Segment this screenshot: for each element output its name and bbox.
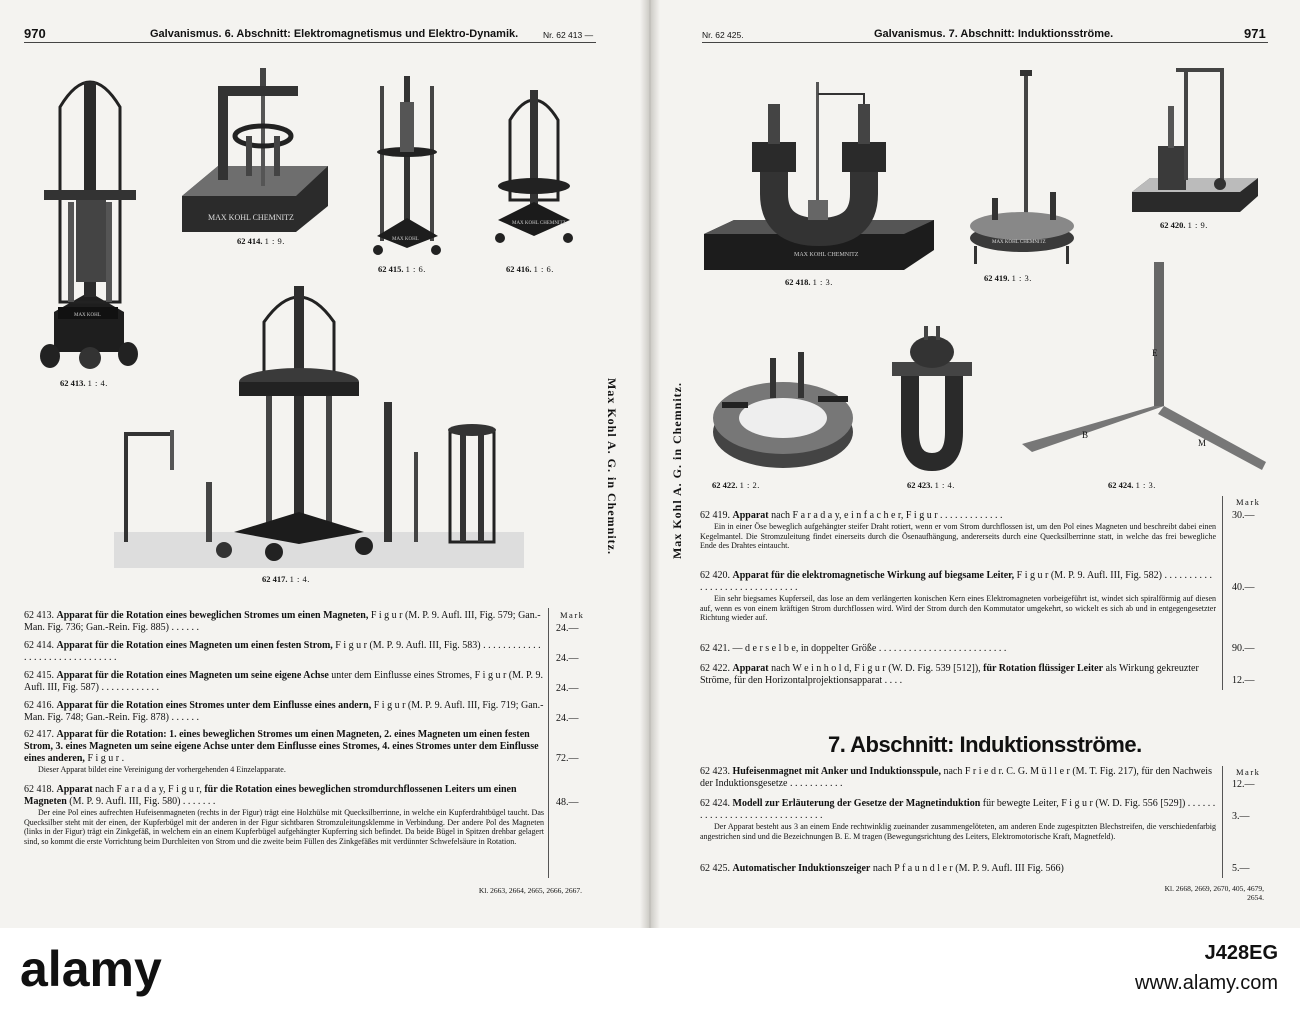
entry-62425: 62 425. Automatischer Induktionszeiger nach P f a u n d l e r (M. P. 9. Aufl. III Fig. 566) (700, 863, 1064, 874)
price-62423: 12.— (1232, 779, 1255, 790)
figure-label-62413: 62 413. 1 : 4. (60, 378, 108, 388)
engraving-413: MAX KOHL (74, 313, 101, 318)
figure-label-62415: 62 415. 1 : 6. (378, 264, 426, 274)
header-rule (24, 42, 596, 43)
entry-62416: 62 416. Apparat für die Rotation eines Stromes unter dem Einflusse eines andern, F i g u r (M. P. 9. Aufl. III, Fig. 719; Gan.-Man. Fig. 748; Gan.-Rein. Fig. 878) . . . . . . (24, 700, 544, 723)
spine-imprint-left: Max Kohl A. G. in Chemnitz. (605, 378, 619, 556)
price-62415: 24.— (556, 683, 579, 694)
right-page-number: 971 (1244, 26, 1266, 41)
kl-references-left: Kl. 2663, 2664, 2665, 2666, 2667. (478, 886, 582, 895)
entry-62421: 62 421. — d e r s e l b e, in doppelter Größe . . . . . . . . . . . . . . . . . . . . . . . . . . (700, 643, 1007, 654)
figure-label-62417: 62 417. 1 : 4. (262, 574, 310, 584)
section-title: 7. Abschnitt: Induktionsströme. (828, 732, 1142, 757)
mark-label-left: Mark (560, 610, 585, 620)
entry-62423: 62 423. Hufeisenmagnet mit Anker und Induktionsspule, nach F r i e d r. C. G. M ü l l e r (M. T. Fig. 217), für den Nachweis der Induktionsgesetze . . . . . . . . . . . (700, 766, 1212, 789)
figure-label-62424: 62 424. 1 : 3. (1108, 480, 1156, 490)
figure-label-62416: 62 416. 1 : 6. (506, 264, 554, 274)
watermark-strip (0, 928, 1300, 1018)
engraving-415: MAX KOHL (392, 237, 419, 242)
price-column-rule (1222, 766, 1223, 878)
price-62416: 24.— (556, 713, 579, 724)
entry-62417: 62 417. Apparat für die Rotation: 1. eines beweglichen Stromes um einen Magneten, 2. eines Magneten um einen festen Strom, 3. eines Magneten um seine eigene Achse unter dem Einflusse eines Stromes, 4. eines Stromes unter dem Einflusse eines anderen, F i g u r . Dieser Apparat bildet eine Vereinigung der vorhergehenden 4 Einzelapparate. (24, 729, 539, 774)
apparatus-62419-illustration (962, 68, 1082, 268)
apparatus-62416-illustration (494, 80, 574, 260)
stock-watermark-logo (0, 928, 1300, 1018)
apparatus-62424-illustration (1018, 256, 1268, 476)
spine-imprint-right: Max Kohl A. G. in Chemnitz. (670, 382, 684, 560)
left-page (0, 0, 648, 928)
price-62421: 90.— (1232, 643, 1255, 654)
figure-label-62414: 62 414. 1 : 9. (237, 236, 285, 246)
engraving-416: MAX KOHL CHEMNITZ (512, 221, 566, 226)
figure-label-62418: 62 418. 1 : 3. (785, 277, 833, 287)
entry-62414: 62 414. Apparat für die Rotation eines Magneten um einen festen Strom, F i g u r (M. P. 9. Aufl. III, Fig. 583) . . . . . . . . . . . . . . . . . . . . . . . . . . . . . . . (24, 640, 541, 663)
left-page-number: 970 (24, 26, 46, 41)
apparatus-62417-illustration (114, 282, 524, 572)
image-id: J428EG (1204, 942, 1278, 964)
price-62418: 48.— (556, 797, 579, 808)
price-62417: 72.— (556, 753, 579, 764)
rod-label-e: E (1152, 348, 1158, 358)
engraving-418: MAX KOHL CHEMNITZ (794, 252, 859, 258)
price-62424: 3.— (1232, 811, 1250, 822)
entry-62418: 62 418. Apparat nach F a r a d a y, F i g u r, für die Rotation eines beweglichen stromdurchflossenen Leiters um einen Magneten (M. P. 9. Aufl. III, Fig. 580) . . . . . . . Der eine Pol eines aufrechten Hufeisenmagneten (rechts in der Figur) trägt eine Holzhülse mit Quecksilberrinne, in welche ein Kupferdrahtbügel taucht. Das Quecksilber steht mit der einen, der Kupferbügel mit der anderen in der Figur sichtbaren Stromzuleitungsklemme in Verbindung. Der andere Pol des Magneten (links in der Figur) trägt ein Zinkgefäß, in welchem ein an einem Kupferbügel aufgehängter Kupferring sich befindet. Da beide Bügel in Spitzen drehbar gelagert sind, so kommt die erste Vorrichtung beim Durchleiten von Strom und die zweite beim Füllen des Zinkgefäßes mit verdünnter Schwefelsäure in Rotation. (24, 784, 544, 846)
engraving-414: MAX KOHL CHEMNITZ (208, 213, 294, 222)
rod-label-m: M (1198, 438, 1207, 448)
right-page (652, 0, 1300, 928)
apparatus-62415-illustration (372, 68, 442, 258)
left-header: Galvanismus. 6. Abschnitt: Elektromagnetismus und Elektro-Dynamik. (150, 28, 519, 40)
price-62422: 12.— (1232, 675, 1255, 686)
engraving-419: MAX KOHL CHEMNITZ (992, 240, 1046, 245)
figure-label-62420: 62 420. 1 : 9. (1160, 220, 1208, 230)
price-column-rule (548, 608, 549, 878)
svg-text:alamy: alamy (20, 941, 162, 997)
figure-label-62423: 62 423. 1 : 4. (907, 480, 955, 490)
left-header-nr: Nr. 62 413 — (543, 30, 594, 40)
price-62414: 24.— (556, 653, 579, 664)
entry-62413: 62 413. Apparat für die Rotation eines beweglichen Stromes um einen Magneten, F i g u r (M. P. 9. Aufl. III, Fig. 579; Gan.-Man. Fig. 736; Gan.-Rein. Fig. 885) . . . . . . (24, 610, 541, 633)
figure-label-62419: 62 419. 1 : 3. (984, 273, 1032, 283)
figure-label-62422: 62 422. 1 : 2. (712, 480, 760, 490)
entry-62422: 62 422. Apparat nach W e i n h o l d, F i g u r (W. D. Fig. 539 [512]), für Rotation flüssiger Leiter als Wirkung gekreuzter Ströme, für den Horizontalprojektionsapparat . . . . (700, 663, 1199, 686)
right-header-nr: Nr. 62 425. (702, 30, 744, 40)
mark-label-right: Mark (1236, 497, 1261, 507)
header-rule (702, 42, 1268, 43)
entry-62424: 62 424. Modell zur Erläuterung der Gesetze der Magnetinduktion für bewegte Leiter, F i g u r (W. D. Fig. 556 [529]) . . . . . . . . . . . . . . . . . . . . . . . . . . . . . . . Der Apparat besteht aus 3 an einem Ende rechtwinklig zueinander zusammengelöteten, am anderen Ende zugespitzten Blechstreifen, die verschiedenfarbig angestrichen sind und die Bezeichnungen B. E. M tragen (Bewegungsrichtung des Leiters, Elektromotorische Kraft, Magnetfeld). (700, 798, 1216, 841)
price-62419: 30.— (1232, 510, 1255, 521)
price-62413: 24.— (556, 623, 579, 634)
price-62420: 40.— (1232, 582, 1255, 593)
rod-label-b: B (1082, 430, 1089, 440)
entry-62415: 62 415. Apparat für die Rotation eines Magneten um seine eigene Achse unter dem Einflusse eines Stromes, F i g u r (M. P. 9. Aufl. III, Fig. 587) . . . . . . . . . . . . (24, 670, 543, 693)
apparatus-62414-illustration (178, 66, 338, 234)
apparatus-62423-illustration (892, 322, 972, 472)
price-62425: 5.— (1232, 863, 1250, 874)
apparatus-62420-illustration (1130, 66, 1260, 216)
mark-label-right-2: Mark (1236, 767, 1261, 777)
watermark-url: www.alamy.com (1135, 972, 1278, 994)
entry-62419: 62 419. Apparat nach F a r a d a y, e i n f a c h e r, F i g u r . . . . . . . . . . . . . Ein in einer Öse beweglich aufgehängter steifer Draht rotiert, wenn er vom Strom durchflossen ist, um den Pol eines Magneten und beschreibt dabei einen Kegelmantel. Die Stromzuleitung findet einerseits durch die Ösenaufhängung, andererseits durch eine Quecksilberrinne statt, in welche das frei bewegliche Ende des Drahtes eintaucht. (700, 510, 1216, 550)
right-header: Galvanismus. 7. Abschnitt: Induktionsströme. (874, 28, 1114, 40)
entry-62420: 62 420. Apparat für die elektromagnetische Wirkung auf biegsame Leiter, F i g u r (M. P. 9. Aufl. III, Fig. 582) . . . . . . . . . . . . . . . . . . . . . . . . . . . . . . Ein sehr biegsames Kupferseil, das lose an dem verlängerten konischen Kern eines Elektromagneten vorbeigeführt ist, windet sich spiralförmig auf diesen auf, wenn es von einem kräftigen Strom durchflossen wird. Wird der Strom durch den Kommutator umgekehrt, so wickelt es sich ab und in entgegengesetzter Richtung wieder auf. (700, 570, 1216, 622)
apparatus-62418-illustration (704, 74, 944, 274)
apparatus-62422-illustration (708, 342, 858, 472)
kl-references-right: Kl. 2668, 2669, 2670, 405, 4679, 2654. (1164, 884, 1264, 902)
price-column-rule (1222, 496, 1223, 690)
